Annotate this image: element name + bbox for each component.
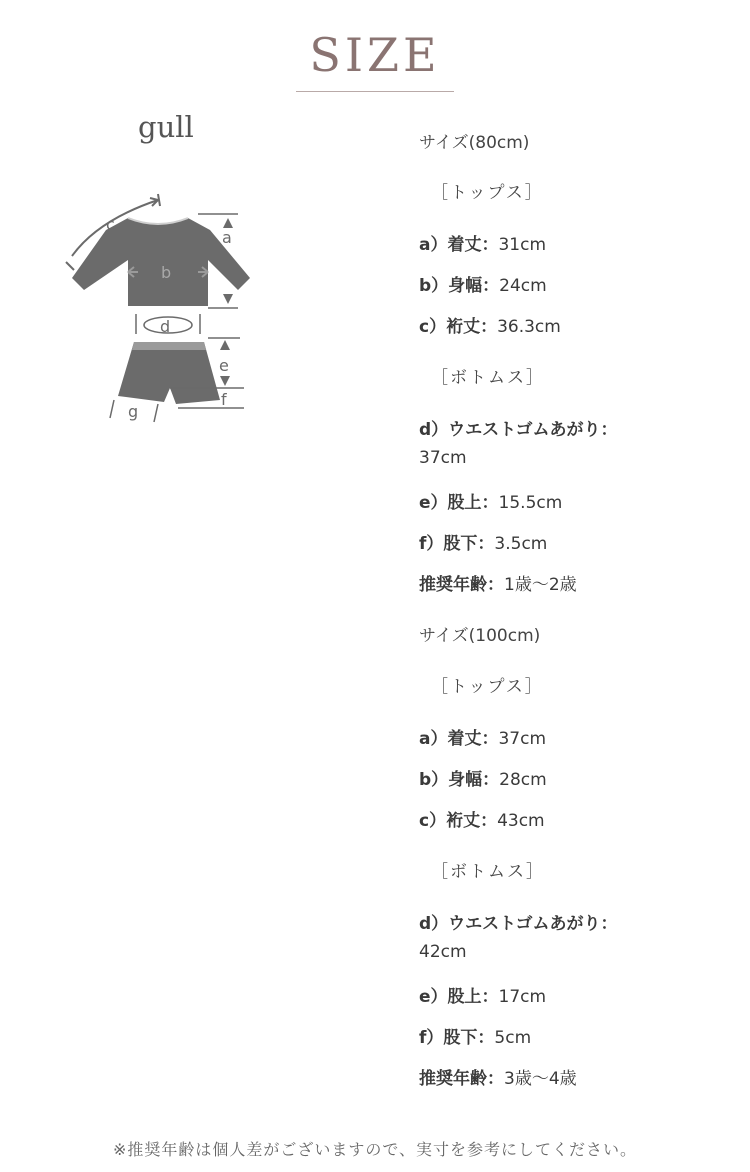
title-underline	[296, 91, 454, 92]
diagram-label-b: b	[161, 263, 172, 282]
product-name: gull	[138, 110, 194, 144]
spec-age-80: 推奨年齢：1歳〜2歳	[419, 575, 577, 595]
spec-f-80: f）股下：3.5cm	[419, 534, 548, 554]
bottoms-heading-100: ［ボトムス］	[431, 862, 545, 882]
diagram-label-g: g	[128, 402, 139, 421]
tops-heading-100: ［トップス］	[431, 677, 544, 697]
diagram-label-c: c	[106, 215, 115, 234]
size-heading-100: サイズ(100cm)	[419, 626, 541, 646]
spec-a-80: a）着丈：31cm	[419, 235, 547, 255]
spec-d-100-key: d）ウエストゴムあがり：	[419, 914, 618, 934]
tops-heading-80: ［トップス］	[431, 183, 544, 203]
diagram-label-f: f	[221, 390, 227, 409]
spec-c-80: c）裄丈：36.3cm	[419, 317, 561, 337]
spec-d-80-key: d）ウエストゴムあがり：	[419, 420, 618, 440]
diagram-label-d: d	[160, 317, 171, 336]
spec-b-80: b）身幅：24cm	[419, 276, 547, 296]
diagram-label-a: a	[222, 228, 232, 247]
diagram-label-e: e	[219, 356, 229, 375]
page-title: SIZE	[309, 28, 441, 82]
spec-a-100: a）着丈：37cm	[419, 729, 547, 749]
size-diagram	[58, 190, 258, 430]
footer-note: ※推奨年齢は個人差がございますので、実寸を参考にしてください。	[112, 1140, 638, 1159]
bottoms-heading-80: ［ボトムス］	[431, 368, 545, 388]
size-heading-80: サイズ(80cm)	[419, 133, 530, 153]
spec-e-80: e）股上：15.5cm	[419, 493, 563, 513]
spec-age-100: 推奨年齢：3歳〜4歳	[419, 1069, 577, 1089]
spec-b-100: b）身幅：28cm	[419, 770, 547, 790]
spec-d-100-value: 42cm	[419, 942, 467, 962]
spec-c-100: c）裄丈：43cm	[419, 811, 545, 831]
bottoms-shape-icon	[118, 342, 220, 404]
spec-f-100: f）股下：5cm	[419, 1028, 532, 1048]
spec-e-100: e）股上：17cm	[419, 987, 547, 1007]
spec-d-80-value: 37cm	[419, 448, 467, 468]
